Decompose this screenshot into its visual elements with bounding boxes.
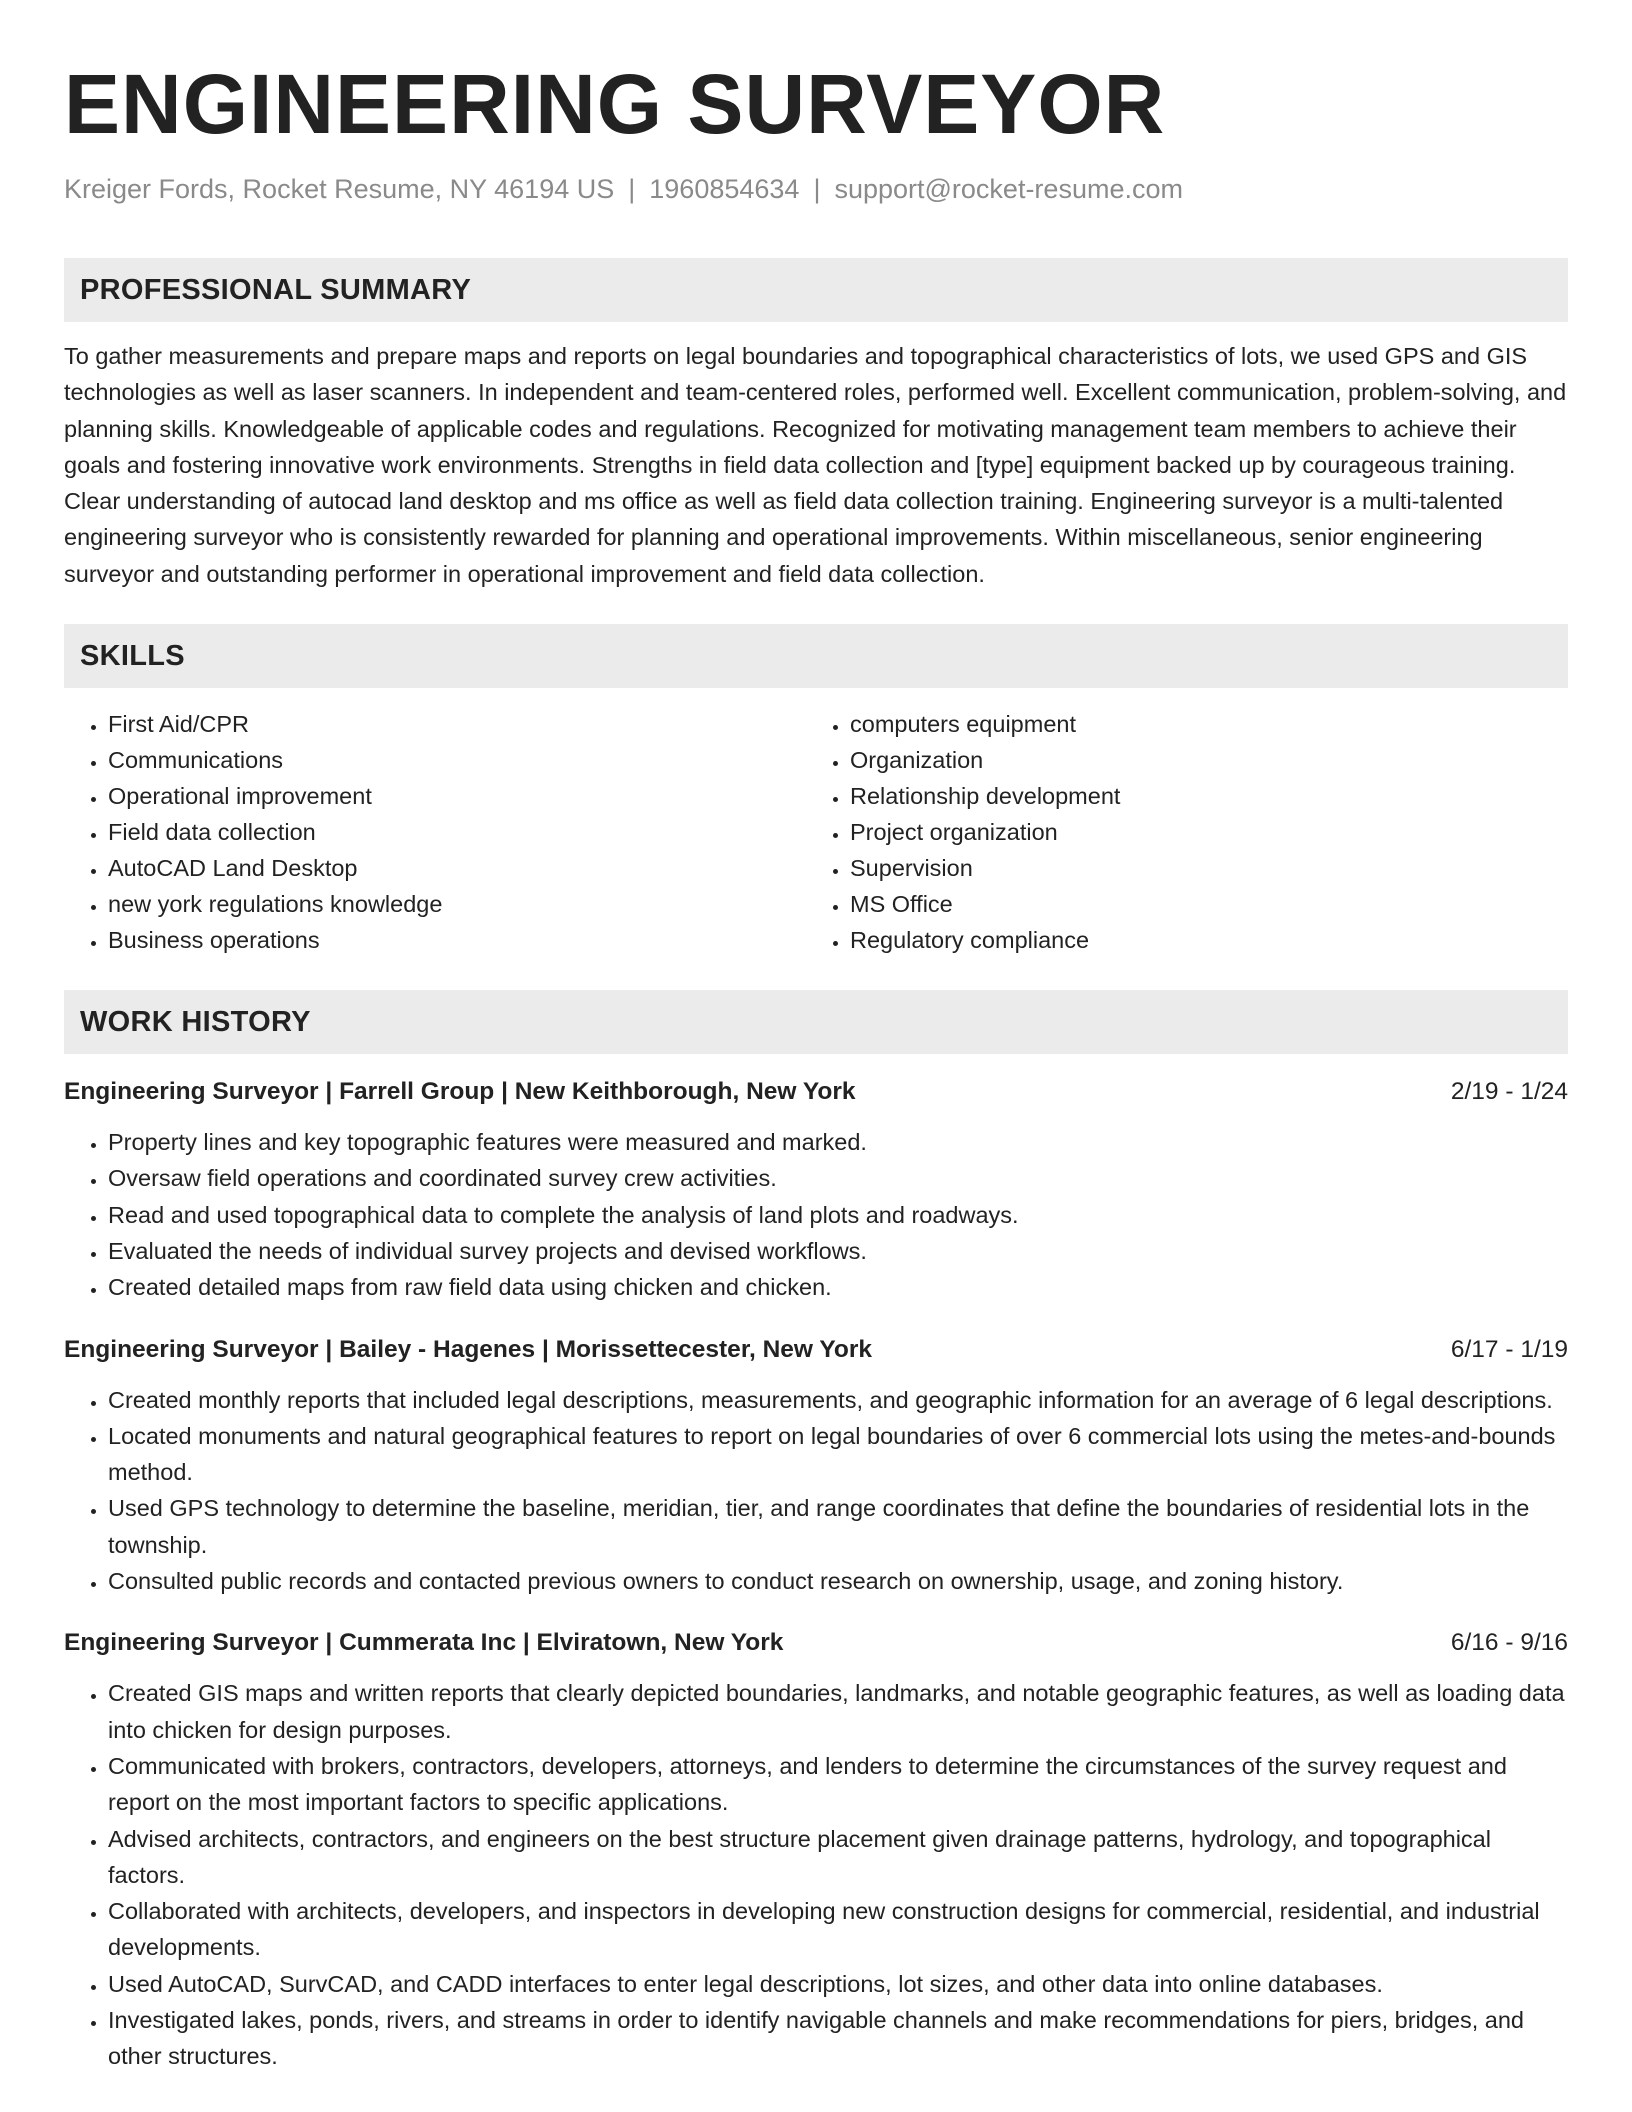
resume-name: ENGINEERING SURVEYOR bbox=[64, 57, 1166, 151]
job-header bbox=[64, 1625, 1568, 1661]
skill-item: • Regulatory compliance bbox=[850, 922, 1548, 958]
job-entry bbox=[64, 1625, 1568, 2074]
job-bullet: • Advised architects, contractors, and engineers on the best structure placement given drainage patterns, hydrology, and topographical factors. bbox=[108, 1821, 1568, 1894]
job-bullet: • Consulted public records and contacted previous owners to conduct research on ownership, usage, and zoning history. bbox=[108, 1563, 1568, 1599]
job-dates: 2/19 - 1/24 bbox=[1450, 1078, 1568, 1106]
job-bullets bbox=[64, 1124, 1568, 1305]
job-bullets bbox=[64, 1382, 1568, 1600]
contact-phone: 1960854634 bbox=[649, 174, 800, 204]
skill-item: • MS Office bbox=[850, 886, 1548, 922]
job-dates: 6/17 - 1/19 bbox=[1450, 1335, 1568, 1363]
skill-item: • First Aid/CPR bbox=[108, 706, 806, 742]
summary-text: To gather measurements and prepare maps and reports on legal boundaries and topographical characteristics of lots, we used GPS and GIS technologies as well as laser scanners. In independent and team-centered roles, performed well. Excellent communication, problem-solving, and planning skills. Knowledgeable of applicable codes and regulations. Recognized for motivating management team members to achieve their goals and fostering innovative work environments. Strengths in field data collection and [type] equipment backed up by courageous training. Clear understanding of autocad land desktop and ms office as well as field data collection training. Engineering surveyor is a multi-talented engineering surveyor who is consistently rewarded for planning and operational improvements. Within miscellaneous, senior engineering surveyor and outstanding performer in operational improvement and field data collection. bbox=[64, 343, 1567, 587]
skill-item: • Organization bbox=[850, 742, 1548, 778]
contact-separator: | bbox=[813, 174, 821, 204]
job-header bbox=[64, 1332, 1568, 1368]
job-bullets bbox=[64, 1675, 1568, 2074]
skill-item: • Supervision bbox=[850, 850, 1548, 886]
contact-line bbox=[64, 172, 1568, 206]
job-bullet: • Oversaw field operations and coordinated survey crew activities. bbox=[108, 1160, 1568, 1196]
skill-item: • Relationship development bbox=[850, 778, 1548, 814]
section-heading-skills: SKILLS bbox=[64, 624, 1568, 688]
job-title: Engineering Surveyor | Farrell Group | New Keithborough, New York bbox=[64, 1078, 856, 1106]
skill-item: • AutoCAD Land Desktop bbox=[108, 850, 806, 886]
job-bullet: • Created monthly reports that included legal descriptions, measurements, and geographic information for an average of 6 legal descriptions. bbox=[108, 1382, 1568, 1418]
job-title: Engineering Surveyor | Cummerata Inc | Elviratown, New York bbox=[64, 1629, 784, 1657]
job-bullet: • Property lines and key topographic features were measured and marked. bbox=[108, 1124, 1568, 1160]
job-title: Engineering Surveyor | Bailey - Hagenes | Morissettecester, New York bbox=[64, 1335, 872, 1363]
skill-item: • computers equipment bbox=[850, 706, 1548, 742]
skills-column-right bbox=[806, 706, 1548, 958]
contact-separator: | bbox=[628, 174, 636, 204]
job-dates: 6/16 - 9/16 bbox=[1450, 1629, 1568, 1657]
job-bullet: • Created detailed maps from raw field data using chicken and chicken. bbox=[108, 1269, 1568, 1305]
job-bullet: • Communicated with brokers, contractors, developers, attorneys, and lenders to determine the circumstances of the survey request and report on the most important factors to specific applications. bbox=[108, 1748, 1568, 1821]
contact-email: support@rocket-resume.com bbox=[834, 174, 1183, 204]
skill-item: • Field data collection bbox=[108, 814, 806, 850]
job-bullet: • Evaluated the needs of individual survey projects and devised workflows. bbox=[108, 1233, 1568, 1269]
skills-column-left bbox=[64, 706, 806, 958]
job-bullet: • Used AutoCAD, SurvCAD, and CADD interfaces to enter legal descriptions, lot sizes, and other data into online databases. bbox=[108, 1966, 1568, 2002]
job-header bbox=[64, 1074, 1568, 1110]
skill-item: • Business operations bbox=[108, 922, 806, 958]
job-bullet: • Located monuments and natural geographical features to report on legal boundaries of over 6 commercial lots using the metes-and-bounds method. bbox=[108, 1418, 1568, 1491]
job-bullet: • Investigated lakes, ponds, rivers, and streams in order to identify navigable channels and make recommendations for piers, bridges, and other structures. bbox=[108, 2002, 1568, 2075]
contact-address: Kreiger Fords, Rocket Resume, NY 46194 US bbox=[64, 174, 615, 204]
skill-item: • Project organization bbox=[850, 814, 1548, 850]
section-heading-summary: PROFESSIONAL SUMMARY bbox=[64, 258, 1568, 322]
job-bullet: • Read and used topographical data to complete the analysis of land plots and roadways. bbox=[108, 1197, 1568, 1233]
job-bullet: • Used GPS technology to determine the baseline, meridian, tier, and range coordinates that define the boundaries of residential lots in the township. bbox=[108, 1490, 1568, 1563]
job-entry bbox=[64, 1074, 1568, 1305]
job-bullet: • Collaborated with architects, developers, and inspectors in developing new construction designs for commercial, residential, and industrial developments. bbox=[108, 1893, 1568, 1966]
skill-item: • Operational improvement bbox=[108, 778, 806, 814]
section-heading-work-history: WORK HISTORY bbox=[64, 990, 1568, 1054]
skills-list bbox=[64, 706, 1568, 958]
skill-item: • Communications bbox=[108, 742, 806, 778]
job-entry bbox=[64, 1332, 1568, 1600]
job-bullet: • Created GIS maps and written reports that clearly depicted boundaries, landmarks, and notable geographic features, as well as loading data into chicken for design purposes. bbox=[108, 1675, 1568, 1748]
skill-item: • new york regulations knowledge bbox=[108, 886, 806, 922]
